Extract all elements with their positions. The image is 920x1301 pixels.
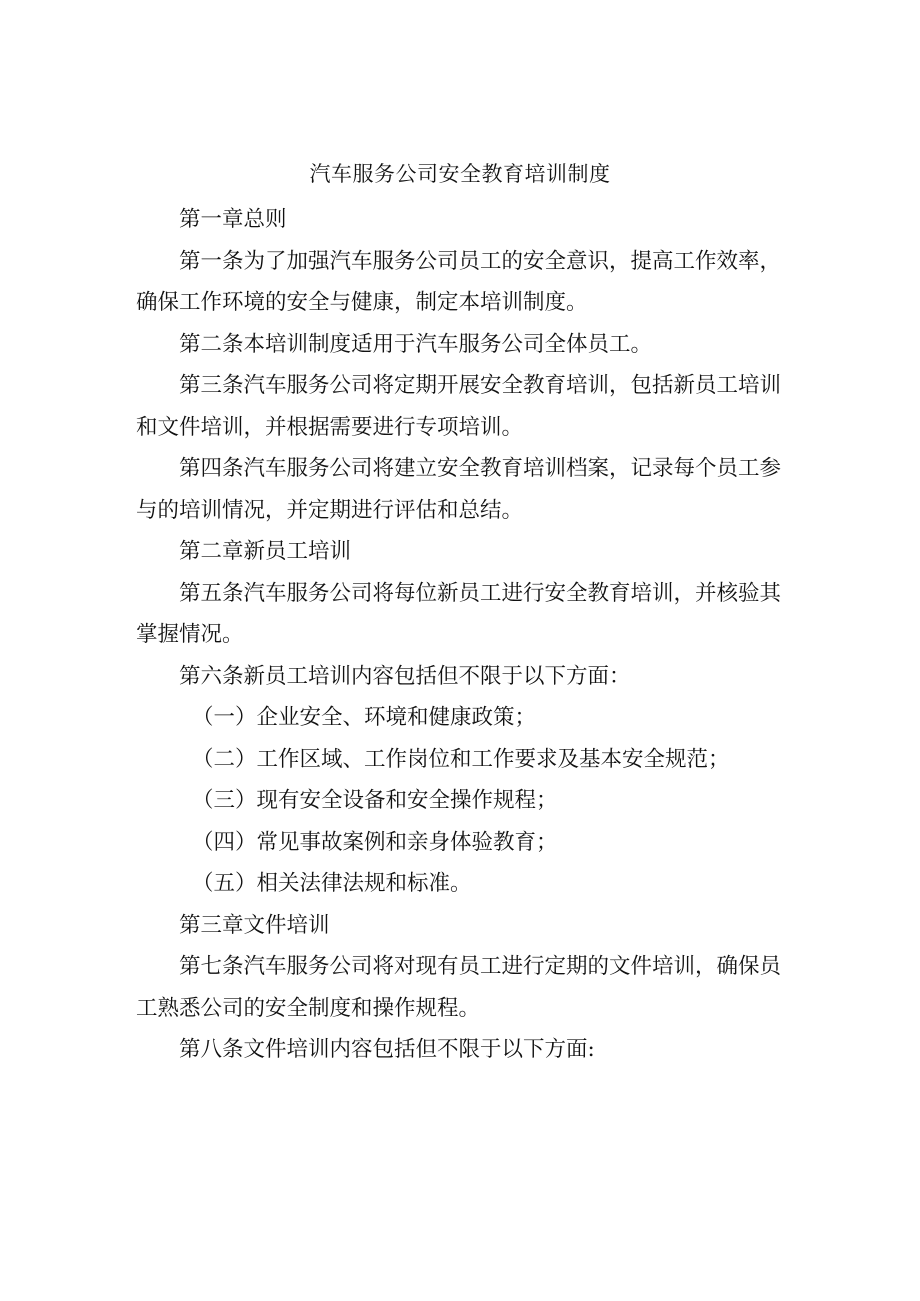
article-7-line-2: 工熟悉公司的安全制度和操作规程。 bbox=[136, 995, 481, 1021]
document-body bbox=[136, 199, 782, 1071]
article-4-line-2: 与的培训情况，并定期进行评估和总结。 bbox=[136, 497, 524, 523]
article-2-line-1: 第二条本培训制度适用于汽车服务公司全体员工。 bbox=[179, 331, 653, 357]
chapter-heading-2: 第二章新员工培训 bbox=[179, 539, 352, 564]
article-7-line-1: 第七条汽车服务公司将对现有员工进行定期的文件培训，确保员 bbox=[179, 954, 782, 979]
chapter-heading-1: 第一章总则 bbox=[179, 207, 287, 232]
list-item-5: （五）相关法律法规和标准。 bbox=[192, 871, 472, 896]
article-6-line-1: 第六条新员工培训内容包括但不限于以下方面： bbox=[179, 663, 631, 689]
article-3-line-1: 第三条汽车服务公司将定期开展安全教育培训，包括新员工培训 bbox=[179, 373, 782, 398]
article-4-line-1: 第四条汽车服务公司将建立安全教育培训档案，记录每个员工参 bbox=[179, 456, 782, 481]
article-5-line-2: 掌握情况。 bbox=[136, 622, 244, 647]
article-1-line-2: 确保工作环境的安全与健康，制定本培训制度。 bbox=[136, 290, 588, 315]
list-item-3: （三）现有安全设备和安全操作规程； bbox=[192, 788, 558, 813]
article-5-line-1: 第五条汽车服务公司将每位新员工进行安全教育培训，并核验其 bbox=[179, 580, 782, 606]
chapter-heading-3: 第三章文件培训 bbox=[179, 912, 330, 938]
article-3-line-2: 和文件培训，并根据需要进行专项培训。 bbox=[136, 414, 524, 440]
list-item-1: （一）企业安全、环境和健康政策； bbox=[192, 705, 537, 730]
article-1-line-1: 第一条为了加强汽车服务公司员工的安全意识，提高工作效率， bbox=[179, 248, 782, 274]
document-title: 汽车服务公司安全教育培训制度 bbox=[309, 162, 611, 186]
list-item-4: （四）常见事故案例和亲身体验教育； bbox=[192, 829, 558, 855]
list-item-2: （二）工作区域、工作岗位和工作要求及基本安全规范； bbox=[192, 746, 730, 772]
article-8-line-1: 第八条文件培训内容包括但不限于以下方面: bbox=[179, 1037, 595, 1062]
